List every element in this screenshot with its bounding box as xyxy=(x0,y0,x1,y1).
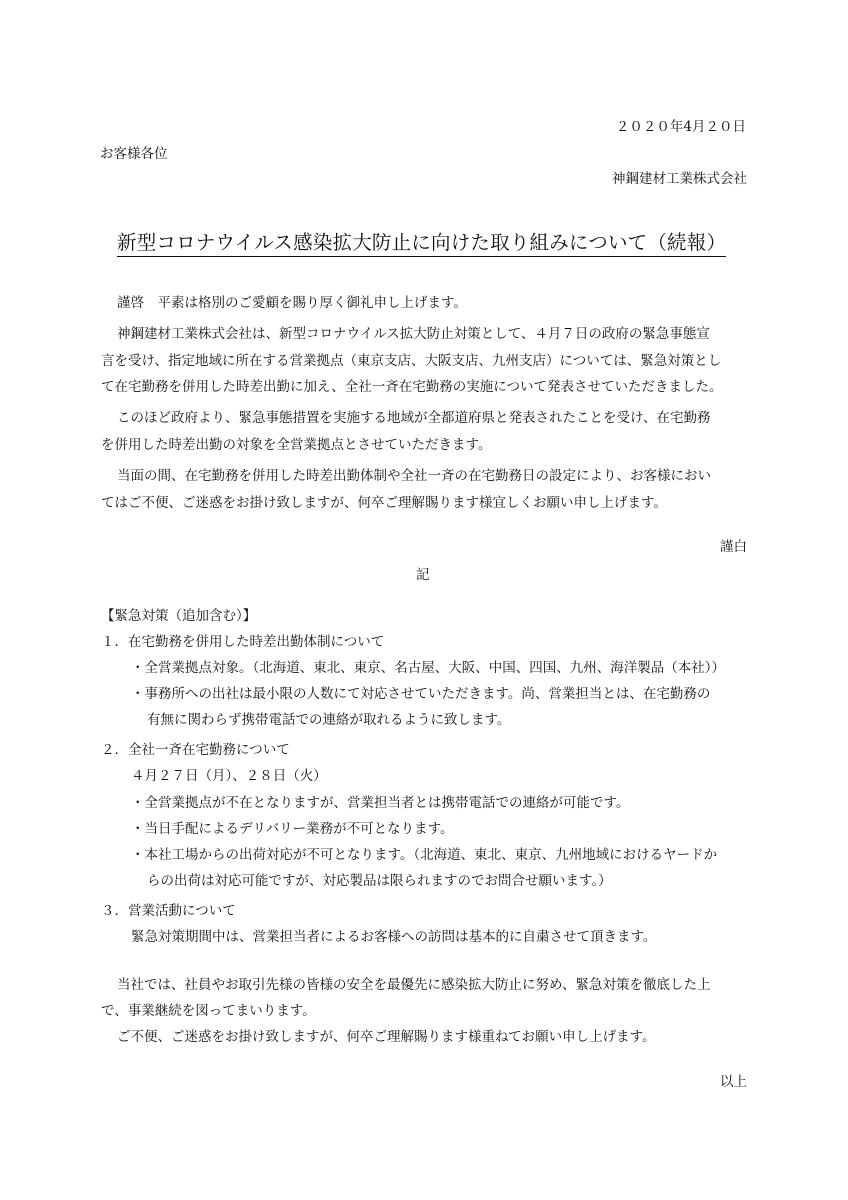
closing-ijou: 以上 xyxy=(720,1074,747,1090)
paragraph-2-line-1: このほど政府より、緊急事態措置を実施する地域が全都道府県と発表されたことを受け、在宅勤務 xyxy=(117,410,711,426)
item-3-text: 緊急対策期間中は、営業担当者によるお客様への訪問は基本的に自粛させて頂きます。 xyxy=(131,929,657,945)
item-1-title: １．在宅勤務を併用した時差出勤体制について xyxy=(101,634,385,650)
item-1-bullet-2-line-1: ・事務所への出社は最小限の人数にて対応させていただきます。尚、営業担当とは、在宅勤務の xyxy=(131,686,711,702)
greeting-line: 謹啓 平素は格別のご愛顧を賜り厚く御礼申し上げます。 xyxy=(117,295,467,311)
item-2-title: ２．全社一斉在宅勤務について xyxy=(101,742,290,758)
paragraph-3-line-1: 当面の間、在宅勤務を併用した時差出勤体制や全社一斉の在宅勤務日の設定により、お客様におい xyxy=(117,468,711,484)
outro-paragraph-line-2: で、事業継続を図ってまいります。 xyxy=(101,1003,316,1019)
recipient: お客様各位 xyxy=(100,146,168,162)
item-2-bullet-2: ・当日手配によるデリバリー業務が不可となります。 xyxy=(131,821,454,837)
item-3-title: ３．営業活動について xyxy=(101,903,236,919)
outro-paragraph-line-1: 当社では、社員やお取引先様の皆様の安全を最優先に感染拡大防止に努め、緊急対策を徹底した上 xyxy=(117,977,711,993)
sender-company: 神鋼建材工業株式会社 xyxy=(612,171,747,187)
ki-marker: 記 xyxy=(416,567,430,583)
item-2-bullet-3-line-2: らの出荷は対応可能ですが、対応製品は限られますのでお問合せ願います。） xyxy=(147,873,612,889)
closing-keihaku: 謹白 xyxy=(720,539,747,555)
paragraph-3-line-2: てはご不便、ご迷惑をお掛け致しますが、何卒ご理解賜ります様宜しくお願い申し上げます。 xyxy=(101,495,667,511)
paragraph-1-line-1: 神鋼建材工業株式会社は、新型コロナウイルス拡大防止対策として、４月７日の政府の緊急事態宣 xyxy=(117,326,710,342)
paragraph-2-line-2: を併用した時差出勤の対象を全営業拠点とさせていただきます。 xyxy=(101,437,492,453)
item-2-dates: ４月２７日（月）、２８日（火） xyxy=(131,768,327,784)
item-1-bullet-2-line-2: 有無に関わらず携帯電話での連絡が取れるように致します。 xyxy=(147,712,511,728)
section-heading: 【緊急対策（追加含む）】 xyxy=(101,608,257,624)
item-2-bullet-3-line-1: ・本社工場からの出荷対応が不可となります。（北海道、東北、東京、九州地域におけるヤードか xyxy=(131,847,718,863)
item-1-bullet-1: ・全営業拠点対象。（北海道、東北、東京、名古屋、大阪、中国、四国、九州、海洋製品（本社）） xyxy=(131,660,725,676)
paragraph-1-line-2: 言を受け、指定地域に所在する営業拠点（東京支店、大阪支店、九州支店）については、緊急対策とし xyxy=(101,353,722,369)
outro-apology-line: ご不便、ご迷惑をお掛け致しますが、何卒ご理解賜ります様重ねてお願い申し上げます。 xyxy=(117,1029,656,1045)
item-2-bullet-1: ・全営業拠点が不在となりますが、営業担当者とは携帯電話での連絡が可能です。 xyxy=(131,795,630,811)
paragraph-1-line-3: て在宅勤務を併用した時差出勤に加え、全社一斉在宅勤務の実施について発表させていただきました。 xyxy=(101,379,723,395)
document-title: 新型コロナウイルス感染拡大防止に向けた取り組みについて（続報） xyxy=(117,233,726,257)
document-date: ２０２０年4月２０日 xyxy=(615,119,746,135)
